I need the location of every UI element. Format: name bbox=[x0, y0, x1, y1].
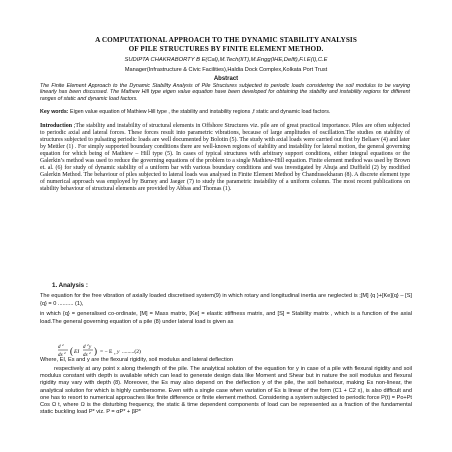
author-line: SUDIPTA CHAKRABORTY B E(Cal),M.Tech(IIT),M.Engg(IHE,Delft),F.I.E(I),C.E bbox=[124, 57, 328, 63]
analysis-paragraph-2: in which {q} = generalised co-ordinate, [M] = Mass matrix, [Ke] = elastic stiffness matrix, and [S] = Stability matrix , which is a function of the axial load.The general governing equation of a pile (8) under lateral load is given as bbox=[40, 311, 412, 325]
analysis-paragraph-3: Where, EI, Es and y are the flexural rigidity, soil modulus and lateral deflection bbox=[40, 357, 233, 363]
svg-text:dx: dx bbox=[83, 353, 88, 358]
affiliation-line: Manager(Infrastructure & Civic Facilities),Haldia Dock Complex,Kolkata Port Trust bbox=[124, 67, 328, 73]
abstract-text: The Finite Element Approach to the Dynamic Stability Analysis of Pile Structures subjected to periodic loads considering the soil modulus to be varying linearly has been discussed. The Mathew Hill type eigen value equation have been developed for obtaining the stability and instability regions for different ranges of static and dynamic load factors. bbox=[40, 83, 410, 102]
analysis-paragraph-1: The equation for the free vibration of axially loaded discretised system(9) in which rotary and longitudinal inertia are neglected is ;[M] {q }+[Ke]{q} – [S]{q} = 0 .......... (1), bbox=[40, 293, 412, 307]
analysis-heading: 1. Analysis : bbox=[52, 282, 88, 289]
svg-text:d: d bbox=[58, 345, 61, 350]
svg-text:y: y bbox=[89, 345, 92, 350]
svg-text:(: ( bbox=[70, 346, 73, 356]
svg-text:dx: dx bbox=[58, 353, 63, 358]
paper-title-line-1: A COMPUTATIONAL APPROACH TO THE DYNAMIC STABILITY ANALYSIS bbox=[95, 36, 357, 44]
introduction-text: ;The stability and instability of structural elements in Offshore Structures viz. pile are of great practical importance. Piles are often subjected to periodic axial and lateral forces. These forces result into parametric vibrations, because of large amplitudes of oscillation.The studies on stability of structures subjected to pulsating periodic loads are well documented by Bolotin (5). The study with axial loads were carried out first by Beliaev (4) and later by Mettler (1) . For simply supported boundary conditions there are well-known regions of stability and instability for lateral motion, the general governing equation for which being of Mathiew – Hill type (5). In cases of typical structures with arbitrary support conditions, either integral equations or the Galerkin’s method was used to reduce the governing equations of the problem to a single Mathiew-Hill equation. Finite element method was used by Brown et. al. (6) for study of dynamic stability of a uniform bar with various boundary conditions and was investigated by Ahuja and Duffield (2) by modified Galerkin Method. The behaviour of piles subjected to lateral loads was analysed in Finite Element Method by Chandrasekharan (8). A discrete element type of numerical approach was employed by Burney and Jaeger (7) to study the parametric instability of a uniform column. The most recent publications on stability behaviour of structural elements are provided by Abbas and Thomas (1). bbox=[40, 123, 410, 192]
abstract-heading: Abstract bbox=[213, 76, 239, 82]
svg-text:2: 2 bbox=[64, 351, 66, 355]
svg-text:2: 2 bbox=[89, 351, 91, 355]
svg-text:2: 2 bbox=[62, 343, 64, 347]
keywords-label: Key words: bbox=[40, 109, 69, 115]
keywords-text: Eigen value equation of Mathiew Hill type , the stability and instability regions ,f static and dynamic load factors. bbox=[68, 109, 331, 115]
analysis-paragraph-4: respectively at any point x along thelength of the pile. The analytical solution of the equation for y in case of a pile with flexural rigidity and soil modulus constant with depth is available which can lead to generate design data like Moment and Shear but in nature the soil modulus and flexural rigidity may vary with depth (8). Moreover, the Es may also depend on the deflection y of the pile, the soil behaviour, making Es non-linear, the analytical solution for which is highly cumbersome. Even with a single case when variation of Es is linear of the form (C1 + C2 x), is also difficult and one has to resort to numerical approaches like finite difference or finite element method. Considering a system subjected to periodic force P(t) = Po+Pt Cos Ω t, where Ω is the disturbing frequency, the static & time dependent components of load can be represented as a fraction of the fundamental static buckling load P* viz. P = αP* + βP* bbox=[40, 366, 412, 416]
svg-text:2: 2 bbox=[87, 343, 89, 347]
equation-number: .........(2) bbox=[122, 349, 141, 355]
paper-title-line-2: OF PILE STRUCTURES BY FINITE ELEMENT METHOD. bbox=[128, 44, 324, 53]
svg-text:d: d bbox=[83, 345, 86, 350]
svg-text:= − E: = − E bbox=[100, 349, 113, 355]
svg-text:y: y bbox=[117, 349, 120, 355]
paper-title bbox=[40, 36, 412, 53]
introduction-label: Introduction bbox=[40, 123, 72, 129]
introduction-paragraph bbox=[40, 123, 410, 193]
keywords-line bbox=[40, 109, 410, 115]
svg-text:s: s bbox=[114, 351, 116, 356]
svg-text:EI: EI bbox=[74, 349, 80, 355]
svg-text:): ) bbox=[94, 346, 97, 356]
